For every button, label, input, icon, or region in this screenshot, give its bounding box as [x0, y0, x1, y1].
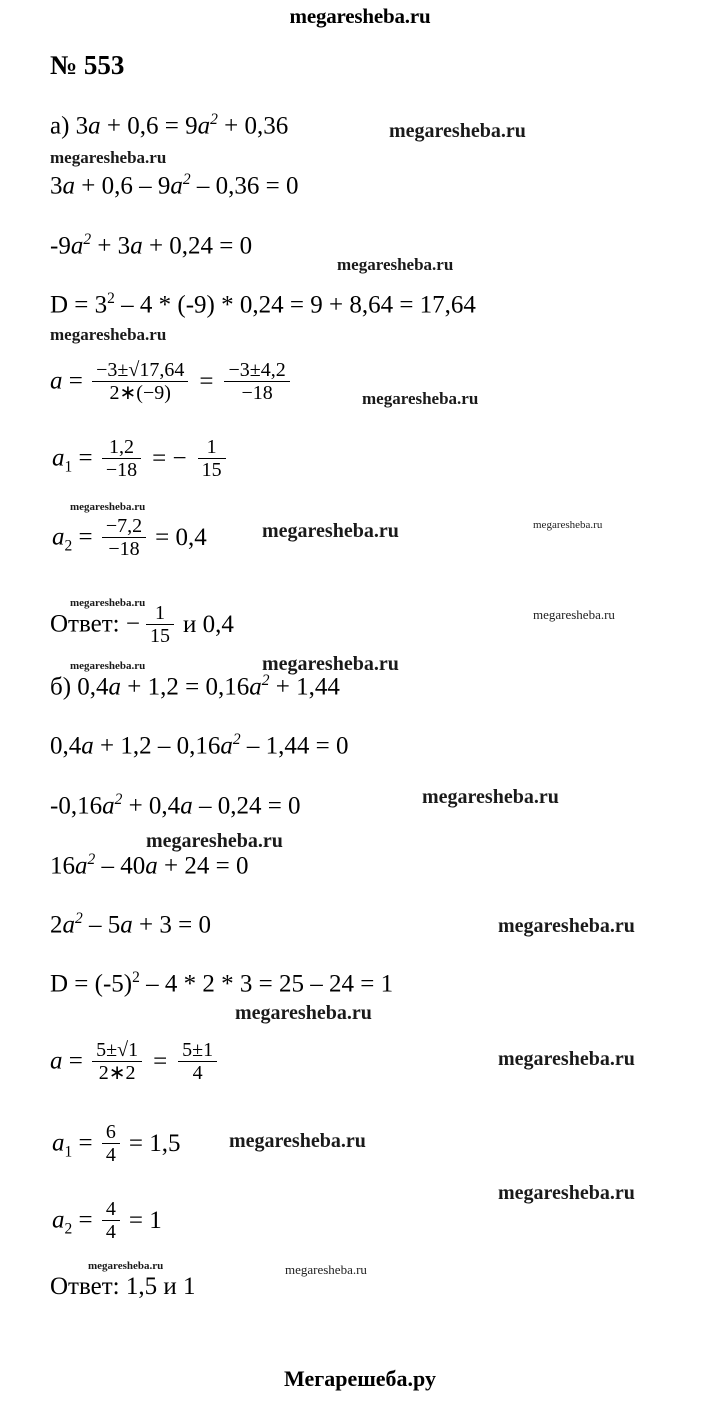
watermark: megaresheba.ru	[229, 1130, 366, 1152]
watermark: megaresheba.ru	[422, 786, 559, 808]
text-fragment: + 1,2 = 0,16	[121, 673, 250, 701]
numerator: 5±√1	[92, 1039, 142, 1062]
variable: a	[88, 112, 101, 140]
watermark: megaresheba.ru	[50, 148, 167, 167]
denominator: −18	[105, 459, 138, 482]
variable: a	[70, 232, 84, 260]
subscript: 2	[64, 537, 73, 555]
text-fragment: + 0,6 = 9	[100, 112, 198, 140]
exponent: 2	[182, 171, 191, 188]
watermark: megaresheba.ru	[262, 520, 399, 542]
text-fragment: – 40	[95, 852, 146, 880]
text-fragment: Ответ: −	[50, 610, 140, 638]
denominator: −18	[241, 382, 273, 405]
root-formula-a	[50, 360, 293, 406]
variable: a	[52, 1129, 65, 1157]
fraction	[146, 602, 174, 648]
subscript: 1	[64, 1143, 73, 1161]
numerator: −3±√17,64	[92, 359, 188, 382]
text-fragment: D = (-5)	[50, 970, 133, 998]
text-fragment: =	[72, 523, 99, 551]
fraction	[92, 359, 188, 405]
text-fragment: – 4 * 2 * 3 = 25 – 24 = 1	[139, 970, 394, 998]
text-fragment: + 1,2 – 0,16	[93, 732, 221, 760]
text-fragment: – 1,44 = 0	[240, 732, 349, 760]
task-number: № 553	[50, 50, 125, 80]
text-fragment: 3	[50, 172, 63, 200]
variable: a	[62, 172, 75, 200]
variable: a	[170, 172, 183, 200]
watermark: megaresheba.ru	[337, 255, 454, 274]
variable: a	[197, 112, 211, 140]
text-fragment: и 0,4	[182, 610, 234, 638]
numerator: −3±4,2	[224, 359, 289, 382]
text-fragment: + 3	[91, 232, 131, 260]
text-fragment: – 4 * (-9) * 0,24 = 9 + 8,64 = 17,64	[114, 291, 476, 319]
text-fragment: -0,16	[50, 792, 103, 820]
watermark: megaresheba.ru	[498, 1048, 635, 1070]
numerator: 1	[198, 436, 226, 459]
numerator: 5±1	[178, 1039, 217, 1062]
fraction	[178, 1039, 217, 1085]
equation-b-line-2	[50, 732, 348, 758]
subscript: 1	[64, 458, 73, 476]
text-fragment: = −	[152, 444, 187, 472]
text-fragment: =	[72, 1129, 99, 1157]
watermark: megaresheba.ru	[285, 1262, 367, 1277]
exponent: 2	[261, 672, 270, 689]
watermark: megaresheba.ru	[389, 120, 526, 142]
fraction	[102, 515, 146, 561]
watermark: megaresheba.ru	[88, 1260, 164, 1272]
text-fragment: =	[153, 1047, 168, 1075]
watermark: megaresheba.ru	[70, 597, 146, 609]
equation-b-line-3	[50, 792, 301, 818]
site-footer: Мегарешеба.ру	[283, 1366, 436, 1391]
text-fragment: =	[62, 367, 90, 395]
fraction	[224, 359, 289, 405]
watermark: megaresheba.ru	[70, 501, 146, 513]
denominator: 4	[192, 1062, 203, 1085]
denominator: 15	[149, 625, 170, 648]
variable: a	[108, 673, 122, 701]
text-fragment: + 0,36	[217, 112, 289, 140]
text-fragment: -9	[50, 232, 71, 260]
numerator: 1	[146, 602, 174, 625]
site-header: megaresheba.ru	[289, 4, 431, 28]
variable: a	[130, 232, 143, 260]
numerator: 1,2	[102, 436, 141, 459]
answer-b: Ответ: 1,5 и 1	[50, 1273, 196, 1300]
denominator: 15	[201, 459, 222, 482]
variable: a	[120, 911, 133, 939]
variable: a	[102, 792, 115, 820]
denominator: 4	[105, 1144, 116, 1167]
root-b2	[52, 1199, 162, 1245]
exponent: 2	[75, 910, 83, 927]
watermark: megaresheba.ru	[533, 519, 603, 531]
equation-a-line-1	[50, 112, 288, 138]
variable: a	[220, 732, 233, 760]
root-formula-b	[50, 1040, 220, 1086]
watermark: megaresheba.ru	[262, 653, 399, 675]
exponent: 2	[87, 851, 96, 868]
numerator: −7,2	[102, 515, 146, 538]
numerator: 4	[102, 1198, 120, 1221]
equation-a-line-2	[50, 172, 298, 198]
discriminant-b	[50, 970, 393, 996]
text-fragment: D = 3	[50, 291, 108, 319]
text-fragment: б) 0,4	[50, 673, 109, 701]
text-fragment: 16	[50, 852, 75, 880]
variable: a	[62, 911, 75, 939]
variable: a	[145, 852, 158, 880]
variable: a	[52, 1206, 65, 1234]
text-fragment: + 1,44	[269, 673, 340, 701]
watermark: megaresheba.ru	[533, 607, 615, 622]
variable: a	[180, 792, 193, 820]
exponent: 2	[210, 111, 218, 128]
variable: a	[249, 673, 262, 701]
text-fragment: – 5	[82, 911, 121, 939]
denominator: −18	[108, 538, 140, 561]
fraction	[102, 436, 141, 482]
watermark: megaresheba.ru	[498, 1182, 635, 1204]
variable: a	[50, 1047, 63, 1075]
variable: a	[75, 852, 88, 880]
text-fragment: =	[72, 1206, 99, 1234]
equation-a-line-3	[50, 232, 252, 258]
answer-a	[50, 603, 234, 649]
watermark: megaresheba.ru	[235, 1002, 372, 1024]
text-fragment: 2	[50, 911, 63, 939]
watermark: megaresheba.ru	[70, 660, 146, 672]
variable: a	[52, 444, 65, 472]
text-fragment: =	[199, 367, 214, 395]
fraction	[92, 1039, 142, 1085]
exponent: 2	[232, 731, 241, 748]
text-fragment: = 1,5	[128, 1129, 181, 1157]
root-a1	[52, 437, 229, 483]
text-fragment: = 1	[128, 1206, 162, 1234]
text-fragment: =	[72, 444, 99, 472]
text-fragment: + 3 = 0	[132, 911, 211, 939]
exponent: 2	[114, 791, 123, 808]
text-fragment: + 24 = 0	[157, 852, 249, 880]
text-fragment: – 0,36 = 0	[190, 172, 299, 200]
equation-b-line-1	[50, 673, 340, 699]
fraction	[198, 436, 226, 482]
watermark: megaresheba.ru	[498, 915, 635, 937]
equation-b-line-4	[50, 852, 248, 878]
text-fragment: – 0,24 = 0	[192, 792, 301, 820]
text-fragment: а) 3	[50, 112, 89, 140]
text-fragment: = 0,4	[155, 523, 207, 551]
exponent: 2	[132, 969, 140, 986]
subscript: 2	[64, 1220, 73, 1238]
watermark: megaresheba.ru	[146, 830, 283, 852]
text-fragment: + 0,6 – 9	[75, 172, 171, 200]
discriminant-a	[50, 291, 476, 317]
fraction	[102, 1198, 120, 1244]
text-fragment: + 0,4	[122, 792, 181, 820]
text-fragment: =	[62, 1047, 90, 1075]
root-b1	[52, 1122, 180, 1168]
equation-b-line-5	[50, 911, 211, 937]
exponent: 2	[107, 290, 115, 307]
text-fragment: 0,4	[50, 732, 82, 760]
variable: a	[81, 732, 94, 760]
numerator: 6	[102, 1121, 120, 1144]
text-fragment: + 0,24 = 0	[142, 232, 253, 260]
root-a2	[52, 516, 207, 562]
variable: a	[50, 367, 63, 395]
denominator: 4	[105, 1221, 116, 1244]
exponent: 2	[83, 231, 92, 248]
fraction	[102, 1121, 120, 1167]
denominator: 2∗2	[98, 1062, 136, 1085]
variable: a	[52, 523, 65, 551]
denominator: 2∗(−9)	[109, 382, 171, 405]
watermark: megaresheba.ru	[362, 389, 479, 408]
watermark: megaresheba.ru	[50, 325, 167, 344]
